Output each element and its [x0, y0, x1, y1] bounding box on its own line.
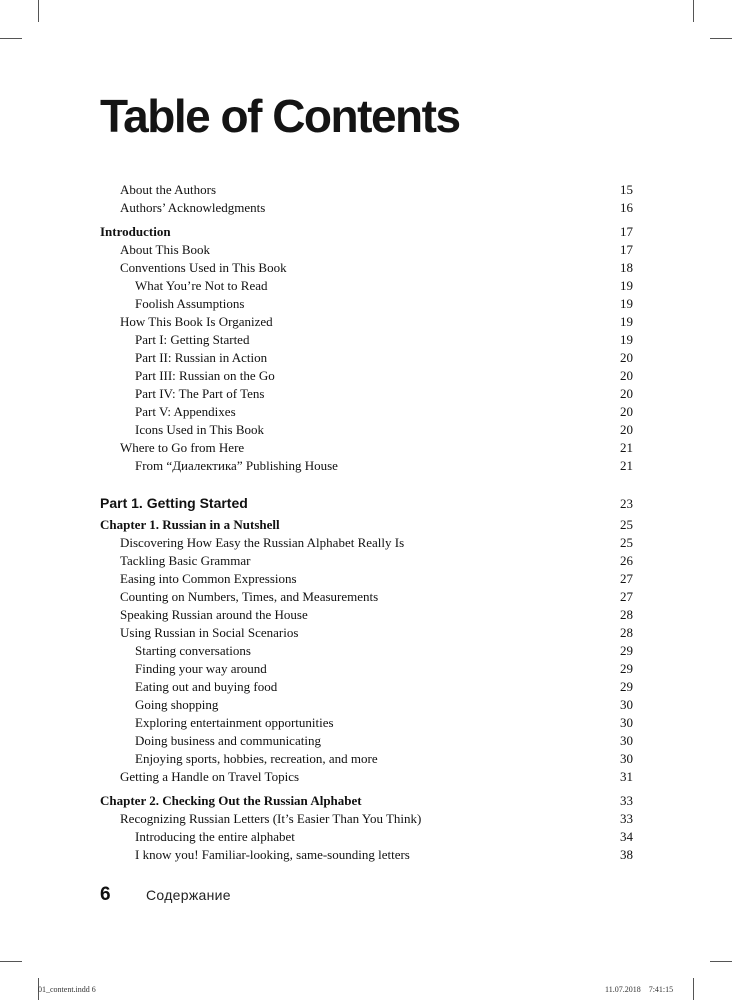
toc-entry-title: From “Диалектика” Publishing House [135, 458, 338, 473]
toc-entry[interactable] [100, 660, 633, 678]
crop-mark [0, 961, 22, 962]
toc-entry-page: 31 [620, 769, 633, 784]
crop-mark [693, 0, 694, 22]
toc-entry[interactable] [100, 750, 633, 768]
toc-entry-title: Easing into Common Expressions [120, 571, 297, 586]
toc-entry-page: 30 [620, 715, 633, 730]
toc-entry-title: Part II: Russian in Action [135, 350, 268, 365]
toc-entry-page: 21 [620, 458, 633, 473]
toc-entry-page: 15 [620, 182, 633, 197]
toc-entry-title: Chapter 2. Checking Out the Russian Alphabet [100, 793, 362, 808]
toc-entry[interactable] [100, 696, 633, 714]
toc-entry[interactable] [100, 421, 633, 439]
toc-entry-title: Authors’ Acknowledgments [120, 200, 266, 215]
toc-entry[interactable] [100, 439, 633, 457]
toc-entry-title: Counting on Numbers, Times, and Measurements [120, 589, 379, 604]
page-footer [100, 884, 231, 906]
toc-entry[interactable] [100, 313, 633, 331]
toc-entry-page: 27 [620, 589, 633, 604]
toc-entry[interactable] [100, 810, 633, 828]
slug-date: 11.07.2018 [605, 985, 641, 994]
toc-entry-page: 29 [620, 679, 633, 694]
toc-entry-title: Tackling Basic Grammar [120, 553, 251, 568]
toc-entry-page: 28 [620, 607, 633, 622]
toc-entry-title: How This Book Is Organized [120, 314, 273, 329]
toc-entry-title: Going shopping [135, 697, 219, 712]
crop-mark [710, 38, 732, 39]
toc-entry[interactable] [100, 828, 633, 846]
toc-entry[interactable] [100, 199, 633, 217]
toc-entry-page: 20 [620, 368, 633, 383]
toc-entry-page: 20 [620, 422, 633, 437]
toc-entry-page: 27 [620, 571, 633, 586]
toc-entry-page: 30 [620, 751, 633, 766]
toc-entry-title: What You’re Not to Read [135, 278, 268, 293]
toc-entry-title: Part III: Russian on the Go [135, 368, 275, 383]
crop-mark [693, 978, 694, 1000]
toc-entry[interactable] [100, 714, 633, 732]
toc-entry-page: 18 [620, 260, 633, 275]
toc-entry-page: 30 [620, 697, 633, 712]
toc-entry-title: I know you! Familiar-looking, same-sounding letters [135, 847, 410, 862]
page-title: Table of Contents [100, 90, 460, 142]
toc-entry-title: Recognizing Russian Letters (It’s Easier Than You Think) [120, 811, 422, 826]
toc-entry-title: Part I: Getting Started [135, 332, 250, 347]
toc-entry-page: 33 [620, 793, 633, 808]
toc-entry-title: Foolish Assumptions [135, 296, 245, 311]
toc-entry[interactable] [100, 367, 633, 385]
toc-entry-page: 17 [620, 224, 633, 239]
toc-entry-title: Finding your way around [135, 661, 267, 676]
toc-entry[interactable] [100, 678, 633, 696]
toc-entry[interactable] [100, 606, 633, 624]
toc-entry-page: 20 [620, 386, 633, 401]
toc-entry-title: Exploring entertainment opportunities [135, 715, 334, 730]
toc-entry[interactable] [100, 259, 633, 277]
toc-entry[interactable] [100, 846, 633, 864]
toc-entry-title: About the Authors [120, 182, 217, 197]
toc-entry[interactable] [100, 331, 633, 349]
toc-chapter-heading[interactable] [100, 516, 633, 534]
toc-entry-page: 19 [620, 278, 633, 293]
toc-entry-title: Doing business and communicating [135, 733, 321, 748]
toc-entry-page: 30 [620, 733, 633, 748]
toc-entry-page: 19 [620, 296, 633, 311]
toc-entry-page: 23 [620, 496, 633, 511]
toc-entry-title: Part IV: The Part of Tens [135, 386, 265, 401]
toc-entry-title: Eating out and buying food [135, 679, 278, 694]
page-number: 6 [100, 884, 111, 905]
crop-mark [0, 38, 22, 39]
toc-entry[interactable] [100, 768, 633, 786]
toc-entry-title: Getting a Handle on Travel Topics [120, 769, 300, 784]
toc-entry-page: 19 [620, 314, 633, 329]
toc-entry[interactable] [100, 295, 633, 313]
toc-entry[interactable] [100, 534, 633, 552]
toc-entry-page: 28 [620, 625, 633, 640]
toc-chapter-heading[interactable] [100, 792, 633, 810]
toc-entry-title: Part V: Appendixes [135, 404, 236, 419]
toc-entry-page: 29 [620, 643, 633, 658]
toc-entry-page: 29 [620, 661, 633, 676]
toc-entry[interactable] [100, 349, 633, 367]
crop-mark [710, 961, 732, 962]
toc-entry-title: Introducing the entire alphabet [135, 829, 295, 844]
toc-entry-page: 20 [620, 404, 633, 419]
toc-entry-page: 33 [620, 811, 633, 826]
toc-entry[interactable] [100, 624, 633, 642]
toc-entry[interactable] [100, 277, 633, 295]
toc-part-heading[interactable] [100, 493, 633, 513]
toc-section-heading[interactable] [100, 223, 633, 241]
toc-entry[interactable] [100, 588, 633, 606]
toc-entry-title: Chapter 1. Russian in a Nutshell [100, 517, 280, 532]
toc-entry-page: 34 [620, 829, 633, 844]
slug-time: 7:41:15 [648, 985, 674, 994]
toc-entry[interactable] [100, 642, 633, 660]
toc-entry[interactable] [100, 732, 633, 750]
table-of-contents [100, 181, 633, 864]
toc-entry-title: Introduction [100, 224, 171, 239]
toc-entry-title: Using Russian in Social Scenarios [120, 625, 299, 640]
toc-entry-title: About This Book [120, 242, 211, 257]
toc-entry[interactable] [100, 181, 633, 199]
slug-timestamp [605, 985, 673, 994]
toc-entry[interactable] [100, 241, 633, 259]
toc-entry-page: 38 [620, 847, 633, 862]
toc-entry-page: 19 [620, 332, 633, 347]
slug-filename: 01_content.indd 6 [38, 985, 96, 994]
toc-entry-page: 17 [620, 242, 633, 257]
crop-mark [38, 0, 39, 22]
toc-entry-page: 21 [620, 440, 633, 455]
toc-entry-page: 25 [620, 535, 633, 550]
toc-entry-page: 16 [620, 200, 633, 215]
toc-entry-title: Enjoying sports, hobbies, recreation, and more [135, 751, 378, 766]
toc-entry-page: 20 [620, 350, 633, 365]
running-title: Содержание [146, 887, 231, 903]
toc-entry[interactable] [100, 403, 633, 421]
toc-entry-title: Discovering How Easy the Russian Alphabet Really Is [120, 535, 405, 550]
toc-entry-title: Starting conversations [135, 643, 251, 658]
toc-entry[interactable] [100, 570, 633, 588]
toc-entry-page: 25 [620, 517, 633, 532]
toc-entry-title: Part 1. Getting Started [100, 495, 248, 511]
toc-entry-page: 26 [620, 553, 633, 568]
toc-entry-title: Icons Used in This Book [135, 422, 265, 437]
toc-entry-title: Where to Go from Here [120, 440, 245, 455]
toc-entry[interactable] [100, 385, 633, 403]
toc-entry-title: Speaking Russian around the House [120, 607, 308, 622]
toc-entry[interactable] [100, 552, 633, 570]
toc-entry-title: Conventions Used in This Book [120, 260, 287, 275]
toc-entry[interactable] [100, 457, 633, 475]
